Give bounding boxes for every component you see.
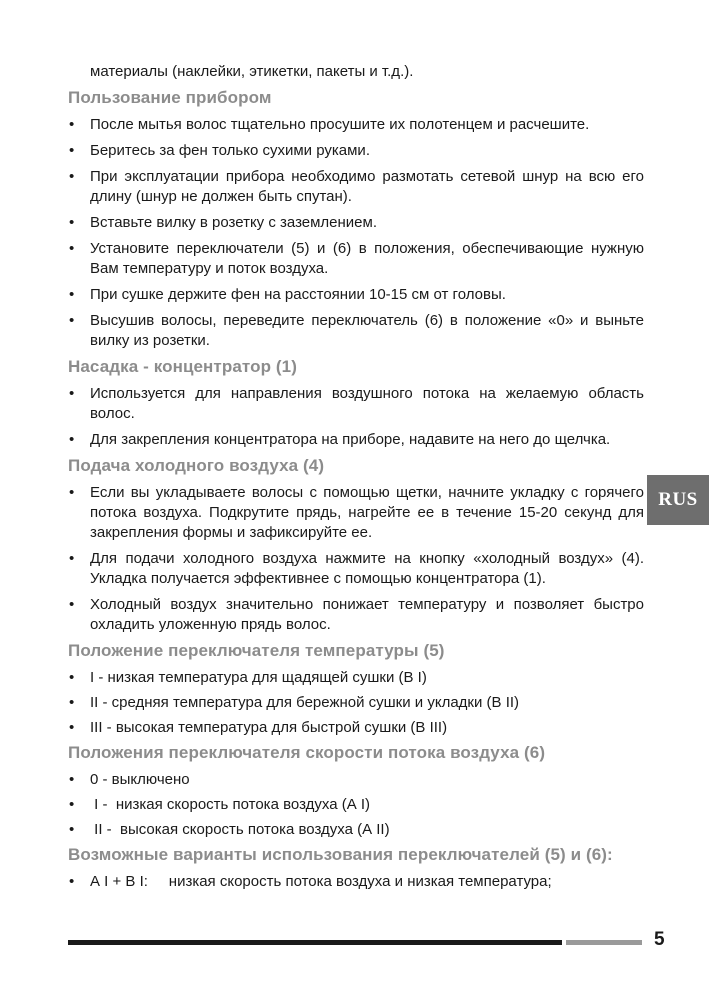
list-item: • 0 - выключено: [69, 771, 190, 788]
list-item: • Если вы укладываете волосы с помощью щетки, начните укладку с горячего потока воздуха. Подкрутите прядь, нагрейте ее в течение 15-20 секунд для закрепления формы и зафиксируйте ее.: [69, 484, 644, 541]
list-item: • Беритесь за фен только сухими руками.: [69, 142, 370, 159]
speed-switch-list: [68, 770, 644, 840]
combinations-list: [68, 872, 644, 892]
bullet: •: [69, 312, 75, 329]
section-title-speed-switch: Положения переключателя скорости потока воздуха (6): [68, 743, 546, 762]
list-item: • А I + В I: низкая скорость потока воздуха и низкая температура;: [69, 873, 552, 890]
bullet: •: [69, 142, 75, 159]
document-body: [68, 62, 644, 898]
bullet: •: [69, 550, 75, 567]
bullet: •: [69, 694, 75, 711]
bullet: •: [69, 596, 75, 613]
list-item: • II - средняя температура для бережной сушки и укладки (В II): [69, 694, 520, 711]
language-tab: RUS: [647, 475, 709, 525]
bullet: •: [69, 873, 75, 890]
bullet: •: [69, 484, 75, 501]
bullet: •: [69, 116, 75, 133]
concentrator-list: [68, 384, 644, 450]
section-title-cold-air: Подача холодного воздуха (4): [68, 456, 325, 475]
footer-rule-gray: [566, 940, 642, 945]
list-item: • Для подачи холодного воздуха нажмите на кнопку «холодный воздух» (4). Укладка получается эффективнее с помощью концентратора (1).: [69, 550, 644, 587]
list-item: • Установите переключатели (5) и (6) в положения, обеспечивающие нужную Вам температуру и поток воздуха.: [69, 240, 644, 277]
list-item: • I - низкая температура для щадящей сушки (В I): [69, 669, 427, 686]
bullet: •: [69, 821, 75, 838]
list-item: • При сушке держите фен на расстоянии 10-15 см от головы.: [69, 286, 506, 303]
bullet: •: [69, 240, 75, 257]
bullet: •: [69, 669, 75, 686]
list-item: • II - высокая скорость потока воздуха (А II): [69, 821, 390, 838]
section-title-usage: Пользование прибором: [68, 88, 272, 107]
bullet: •: [69, 286, 75, 303]
bullet: •: [69, 168, 75, 185]
list-item: • Высушив волосы, переведите переключатель (6) в положение «0» и выньте вилку из розетки.: [69, 312, 644, 349]
footer-rule-dark: [68, 940, 562, 945]
list-item: • III - высокая температура для быстрой сушки (В III): [69, 719, 448, 736]
bullet: •: [69, 796, 75, 813]
list-item: • Вставьте вилку в розетку с заземлением.: [69, 214, 378, 231]
list-item: • При эксплуатации прибора необходимо размотать сетевой шнур на всю его длину (шнур не должен быть спутан).: [69, 168, 644, 205]
bullet: •: [69, 431, 75, 448]
cold-air-list: [68, 483, 644, 635]
section-title-combinations: Возможные варианты использования переключателей (5) и (6):: [68, 845, 613, 864]
intro-continuation: материалы (наклейки, этикетки, пакеты и т.д.).: [90, 63, 414, 80]
page-number: 5: [654, 929, 665, 950]
bullet: •: [69, 214, 75, 231]
bullet: •: [69, 719, 75, 736]
list-item: • Используется для направления воздушного потока на желаемую область волос.: [69, 385, 644, 422]
list-item: • Холодный воздух значительно понижает температуру и позволяет быстро охладить уложенную прядь волос.: [69, 596, 644, 633]
section-title-temperature-switch: Положение переключателя температуры (5): [68, 641, 445, 660]
bullet: •: [69, 385, 75, 402]
list-item: • Для закрепления концентратора на приборе, надавите на него до щелчка.: [69, 431, 611, 448]
list-item: • После мытья волос тщательно просушите их полотенцем и расчешите.: [69, 116, 590, 133]
bullet: •: [69, 771, 75, 788]
list-item: • I - низкая скорость потока воздуха (А I): [69, 796, 371, 813]
temperature-switch-list: [68, 668, 644, 738]
section-title-concentrator: Насадка - концентратор (1): [68, 357, 297, 376]
usage-list: [68, 115, 644, 351]
